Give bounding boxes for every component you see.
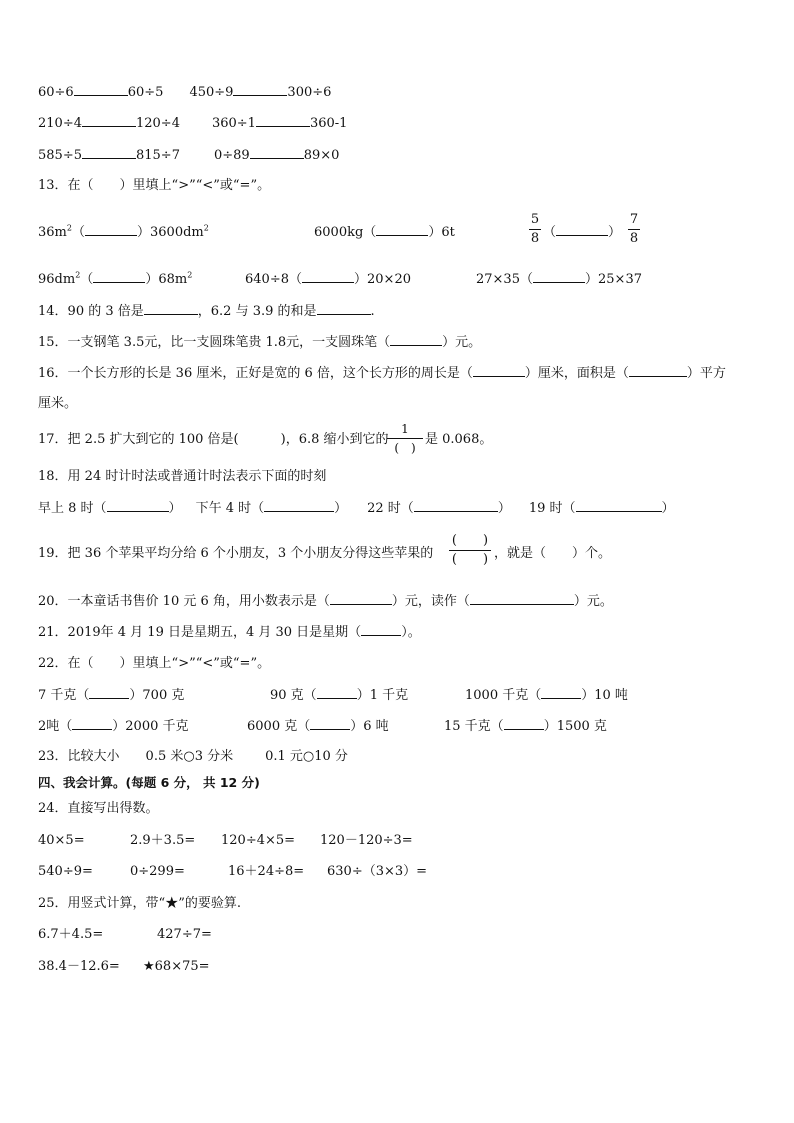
calc-item: 2.9＋3.5=	[130, 833, 196, 848]
answer-blank[interactable]	[74, 83, 128, 96]
calc-item: 630÷（3×3）=	[327, 864, 428, 879]
answer-blank[interactable]	[361, 623, 401, 636]
expr: 360÷1	[211, 116, 256, 131]
question-23: 23．比较大小 0.5 米○3 分米 0.1 元○10 分	[38, 749, 348, 764]
calc-item: 540÷9=	[38, 864, 93, 879]
fraction-blank-blank: ( ) ( )	[449, 533, 491, 568]
fraction-1-blank: 1 ( )	[387, 421, 423, 456]
compare-row-1	[38, 83, 331, 102]
question-15: 15．一支钢笔 3.5元，比一支圆珠笔贵 1.8元，一支圆珠笔（ ）元。	[38, 335, 482, 350]
fraction-7-8: 7 8	[629, 212, 639, 246]
q13-item-1: $36m^2$（ ）$3600dm^2$	[38, 223, 209, 240]
answer-blank[interactable]	[89, 686, 129, 699]
answer-blank[interactable]	[629, 364, 687, 377]
expr: 120÷4	[135, 116, 180, 131]
question-16-cont: 厘米。	[38, 396, 78, 411]
answer-blank[interactable]	[317, 686, 357, 699]
question-17: 17．把 2.5 扩大到它的 100 倍是( )，6.8 缩小到它的	[38, 432, 389, 447]
answer-blank[interactable]	[576, 499, 662, 512]
answer-blank[interactable]	[556, 223, 608, 236]
answer-blank[interactable]	[330, 592, 392, 605]
answer-blank[interactable]	[470, 592, 574, 605]
answer-blank[interactable]	[264, 499, 334, 512]
answer-blank[interactable]	[302, 270, 354, 283]
q22-row-2-c: 15 千克（ ）1500 克	[444, 719, 607, 734]
calc-item: 16＋24÷8=	[228, 864, 305, 879]
question-20: 20．一本童话书售价 10 元 6 角，用小数表示是（ ）元，读作（ ）元。	[38, 594, 613, 609]
expr: 360-1	[309, 116, 348, 131]
calc-item: 427÷7=	[157, 927, 212, 942]
question-13: 13．在（ ）里填上“>”“<”或“=”。	[38, 178, 271, 193]
question-25: 25．用竖式计算，带“★”的要验算.	[38, 896, 241, 911]
calc-item: 0÷299=	[130, 864, 185, 879]
question-16: 16．一个长方形的长是 36 厘米，正好是宽的 6 倍，这个长方形的周长是（ ）厘米，面积是（ ）平方	[38, 366, 726, 381]
expr: 210÷4	[38, 116, 82, 131]
q22-row-2-b: 6000 克（ ）6 吨	[247, 719, 389, 734]
question-18: 18．用 24 时计时法或普通计时法表示下面的时刻	[38, 469, 327, 484]
question-21: 21．2019年 4 月 19 日是星期五，4 月 30 日是星期（ ）。	[38, 625, 421, 640]
answer-blank[interactable]	[473, 364, 525, 377]
answer-blank[interactable]	[376, 223, 428, 236]
answer-blank[interactable]	[144, 302, 198, 315]
answer-blank[interactable]	[504, 717, 544, 730]
answer-blank[interactable]	[310, 717, 350, 730]
answer-blank[interactable]	[233, 83, 287, 96]
compare-row-3	[38, 146, 339, 165]
calc-item: ★68×75=	[143, 959, 210, 974]
answer-blank[interactable]	[414, 499, 498, 512]
answer-blank[interactable]	[85, 223, 137, 236]
answer-blank[interactable]	[82, 114, 136, 127]
question-24: 24．直接写出得数。	[38, 801, 159, 816]
q22-row-2-a: 2吨（ ）2000 千克	[38, 719, 189, 734]
expr: 815÷7	[135, 148, 180, 163]
q13-item-3: （ ）	[543, 225, 622, 240]
calc-item: 120÷4×5=	[221, 833, 296, 848]
q22-row-1-c: 1000 千克（ ）10 吨	[465, 688, 628, 703]
q22-row-1-b: 90 克（ ）1 千克	[270, 688, 409, 703]
expr: 300÷6	[287, 85, 332, 100]
answer-blank[interactable]	[390, 333, 442, 346]
answer-blank[interactable]	[82, 146, 136, 159]
q13-row-2: $96dm^2$（ ）$68m^2$	[38, 270, 193, 287]
answer-blank[interactable]	[72, 717, 112, 730]
q22-row-1-a: 7 千克（ ）700 克	[38, 688, 185, 703]
expr: 585÷5	[38, 148, 82, 163]
question-18-items: 早上 8 时（ ） 下午 4 时（ ） 22 时（ ） 19 时（ ）	[38, 501, 675, 516]
expr: 450÷9	[189, 85, 234, 100]
expr: 60÷5	[127, 85, 164, 100]
expr: 60÷6	[38, 85, 74, 100]
calc-item: 38.4－12.6=	[38, 959, 120, 974]
compare-row-2	[38, 114, 347, 133]
answer-blank[interactable]	[317, 302, 371, 315]
calc-item: 40×5=	[38, 833, 85, 848]
calc-item: 120－120÷3=	[320, 833, 413, 848]
question-19: 19．把 36 个苹果平均分给 6 个小朋友，3 个小朋友分得这些苹果的	[38, 546, 434, 561]
answer-blank[interactable]	[533, 270, 585, 283]
answer-blank[interactable]	[256, 114, 310, 127]
question-14: 14．90 的 3 倍是 ，6.2 与 3.9 的和是 .	[38, 304, 375, 319]
expr: 0÷89	[213, 148, 250, 163]
section-4-heading: 四、我会计算。(每题 6 分， 共 12 分)	[38, 775, 260, 790]
fraction-5-8: 5 8	[530, 212, 540, 246]
answer-blank[interactable]	[541, 686, 581, 699]
q13-item-2: 6000kg（ ）6t	[314, 225, 455, 240]
expr: 89×0	[303, 148, 340, 163]
answer-blank[interactable]	[107, 499, 169, 512]
answer-blank[interactable]	[250, 146, 304, 159]
question-22: 22．在（ ）里填上“>”“<”或“=”。	[38, 656, 271, 671]
calc-item: 6.7＋4.5=	[38, 927, 104, 942]
answer-blank[interactable]	[93, 270, 145, 283]
